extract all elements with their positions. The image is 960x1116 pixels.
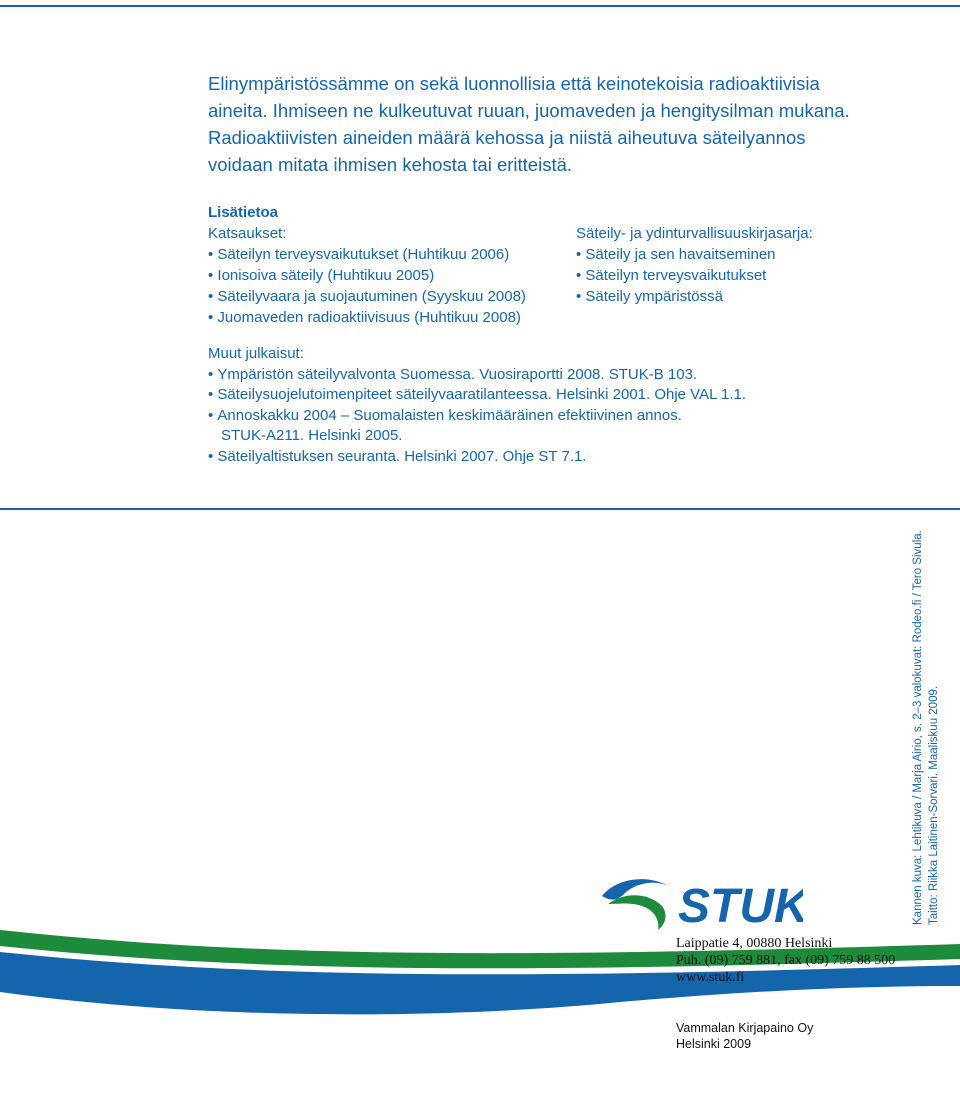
logo-text: STUK bbox=[678, 880, 803, 933]
list-item: • Säteily ja sen havaitseminen bbox=[576, 244, 813, 265]
wave-decoration bbox=[0, 900, 960, 1116]
intro-line: voidaan mitata ihmisen kehosta tai eritteistä. bbox=[208, 154, 573, 175]
address-phone: Puh. (09) 759 881, fax (09) 759 88 500 bbox=[676, 953, 896, 968]
address-web: www.stuk.fi bbox=[676, 970, 745, 985]
list-item: • Säteilyaltistuksen seuranta. Helsinki 2007. Ohje ST 7.1. bbox=[208, 447, 746, 468]
intro-line: Elinympäristössämme on sekä luonnollisia että keinotekoisia radioaktiivisia bbox=[208, 73, 820, 94]
series-section bbox=[576, 223, 813, 307]
lisatietoa-section bbox=[208, 202, 526, 328]
lisatietoa-heading: Lisätietoa bbox=[208, 204, 279, 221]
intro-paragraph bbox=[208, 70, 850, 178]
series-label: Säteily- ja ydinturvallisuuskirjasarja: bbox=[576, 225, 813, 242]
list-item: • Säteilyvaara ja suojautuminen (Syyskuu 2008) bbox=[208, 286, 526, 307]
list-item: • Ympäristön säteilyvalvonta Suomessa. Vuosiraportti 2008. STUK-B 103. bbox=[208, 365, 746, 386]
credits-vertical bbox=[910, 530, 942, 925]
printer-block bbox=[676, 1020, 813, 1052]
list-item-continuation: STUK-A211. Helsinki 2005. bbox=[221, 427, 403, 444]
stuk-logo bbox=[598, 872, 803, 939]
logo-mark-green bbox=[608, 895, 665, 930]
intro-line: aineita. Ihmiseen ne kulkeutuvat ruuan, juomaveden ja hengitysilman mukana. bbox=[208, 100, 850, 121]
middle-rule bbox=[0, 508, 960, 510]
credits-line: Taitto: Riikka Laitinen-Sorvari. Maaliskuu 2009. bbox=[928, 685, 940, 925]
printer-place: Helsinki 2009 bbox=[676, 1037, 752, 1051]
katsaukset-label: Katsaukset: bbox=[208, 225, 287, 242]
list-item: • Annoskakku 2004 – Suomalaisten keskimääräinen efektiivinen annos. bbox=[208, 406, 746, 427]
address-block bbox=[676, 935, 895, 986]
muut-julkaisut-section bbox=[208, 344, 746, 467]
top-rule bbox=[0, 5, 960, 7]
list-item: • Säteily ympäristössä bbox=[576, 286, 813, 307]
list-item: • Säteilyn terveysvaikutukset (Huhtikuu 2006) bbox=[208, 244, 526, 265]
list-item: • Ionisoiva säteily (Huhtikuu 2005) bbox=[208, 265, 526, 286]
list-item: • Juomaveden radioaktiivisuus (Huhtikuu 2008) bbox=[208, 307, 526, 328]
list-item: • Säteilyn terveysvaikutukset bbox=[576, 265, 813, 286]
muut-label: Muut julkaisut: bbox=[208, 345, 304, 362]
address-street: Laippatie 4, 00880 Helsinki bbox=[676, 936, 833, 951]
list-item: • Säteilysuojelutoimenpiteet säteilyvaaratilanteessa. Helsinki 2001. Ohje VAL 1.1. bbox=[208, 385, 746, 406]
printer-name: Vammalan Kirjapaino Oy bbox=[676, 1021, 814, 1035]
credits-line: Kannen kuva: Lehtikuva / Marja Airio, s. 2–3 valokuvat: Rodeo.fi / Tero Sivula. bbox=[912, 530, 924, 925]
intro-line: Radioaktiivisten aineiden määrä kehossa ja niistä aiheutuva säteilyannos bbox=[208, 127, 806, 148]
